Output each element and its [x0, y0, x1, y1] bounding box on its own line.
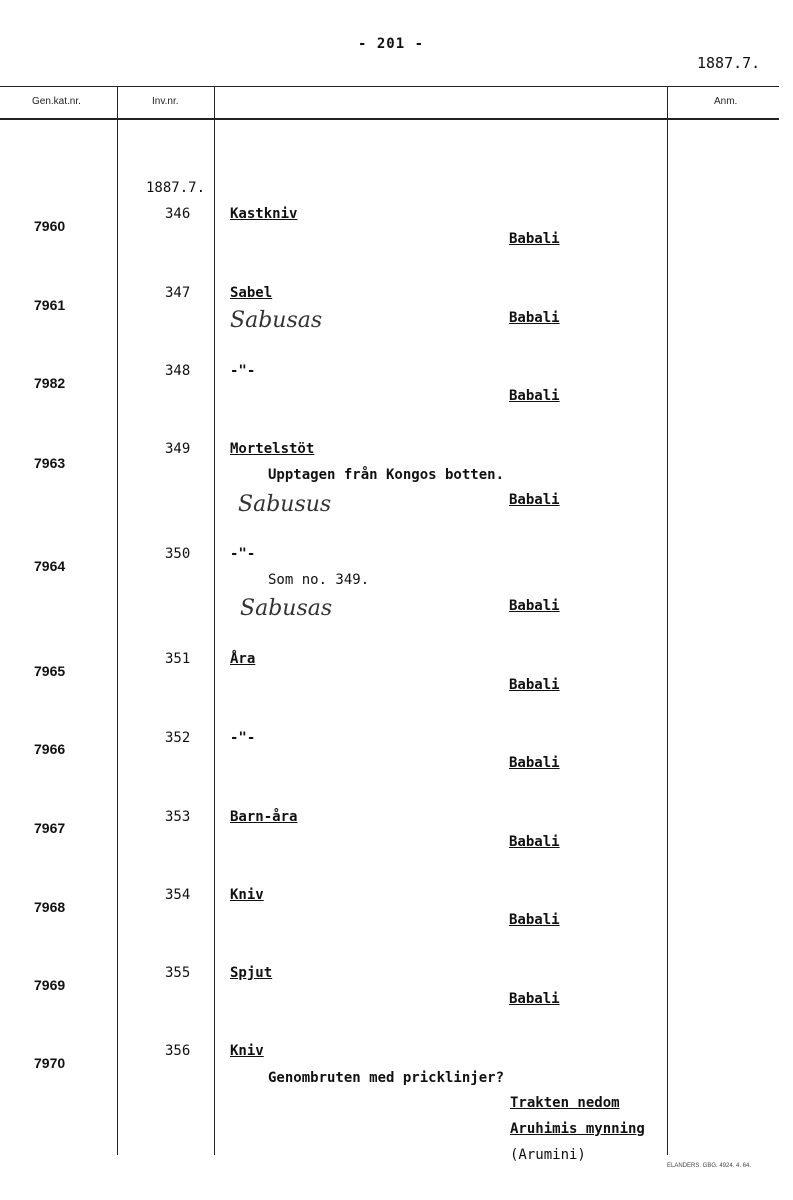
entry-note: Upptagen från Kongos botten. — [268, 467, 505, 483]
place-parenthetical: (Arumini) — [510, 1147, 586, 1163]
handwritten-signature: Sabusas — [230, 308, 323, 333]
gen-number: 7982 — [34, 375, 66, 391]
object-name: Mortelstöt — [230, 441, 315, 457]
inv-number: 355 — [165, 965, 191, 981]
gen-number: 7967 — [34, 820, 66, 836]
col-divider-3 — [667, 87, 668, 1155]
object-name: Sabel — [230, 285, 273, 301]
inv-number: 346 — [165, 206, 191, 222]
object-name: Åra — [230, 651, 256, 667]
place-name: Babali — [509, 677, 560, 693]
page-year-ref: 1887.7. — [697, 54, 761, 72]
object-name: Kastkniv — [230, 206, 298, 222]
inv-number: 352 — [165, 730, 191, 746]
object-name: Spjut — [230, 965, 273, 981]
place-name: Babali — [509, 598, 560, 614]
place-name: Babali — [509, 755, 560, 771]
gen-number: 7961 — [34, 297, 66, 313]
col-header-anm: Anm. — [714, 96, 738, 107]
object-name: Kniv — [230, 887, 264, 903]
gen-number: 7969 — [34, 977, 66, 993]
gen-number: 7965 — [34, 663, 66, 679]
place-name: Babali — [509, 388, 560, 404]
gen-number: 7963 — [34, 455, 66, 471]
place-line-2: Aruhimis mynning — [510, 1121, 645, 1137]
gen-number: 7966 — [34, 741, 66, 757]
gen-number: 7970 — [34, 1055, 66, 1071]
place-name: Babali — [509, 310, 560, 326]
entry-note: Genombruten med pricklinjer? — [268, 1070, 505, 1086]
place-name: Babali — [509, 492, 560, 508]
place-name: Babali — [509, 231, 560, 247]
object-name: Kniv — [230, 1043, 264, 1059]
gen-number: 7960 — [34, 218, 66, 234]
inv-number: 348 — [165, 363, 191, 379]
col-divider-2 — [214, 87, 215, 1155]
place-name: Babali — [509, 912, 560, 928]
col-divider-1 — [117, 87, 118, 1155]
col-header-gen: Gen.kat.nr. — [32, 96, 81, 107]
handwritten-signature: Sabusas — [240, 596, 333, 621]
inv-number: 354 — [165, 887, 191, 903]
gen-number: 7964 — [34, 558, 66, 574]
ditto-mark: -"- — [230, 730, 256, 746]
inv-number: 347 — [165, 285, 191, 301]
inv-number: 356 — [165, 1043, 191, 1059]
place-name: Babali — [509, 834, 560, 850]
handwritten-signature: Sabusus — [238, 492, 332, 517]
printer-imprint: ELANDERS. GBG. 4924. 4. 64. — [667, 1163, 752, 1169]
page-number: - 201 - — [358, 36, 425, 52]
ditto-mark: -"- — [230, 363, 256, 379]
inv-number: 353 — [165, 809, 191, 825]
object-name: Barn-åra — [230, 809, 298, 825]
ditto-mark: -"- — [230, 546, 256, 562]
inv-number: 351 — [165, 651, 191, 667]
entry-note: Som no. 349. — [268, 572, 370, 588]
col-header-inv: Inv.nr. — [152, 96, 179, 107]
inv-number: 350 — [165, 546, 191, 562]
gen-number: 7968 — [34, 899, 66, 915]
accession-number: 1887.7. — [146, 180, 206, 196]
place-line-1: Trakten nedom — [510, 1095, 620, 1111]
place-name: Babali — [509, 991, 560, 1007]
inv-number: 349 — [165, 441, 191, 457]
